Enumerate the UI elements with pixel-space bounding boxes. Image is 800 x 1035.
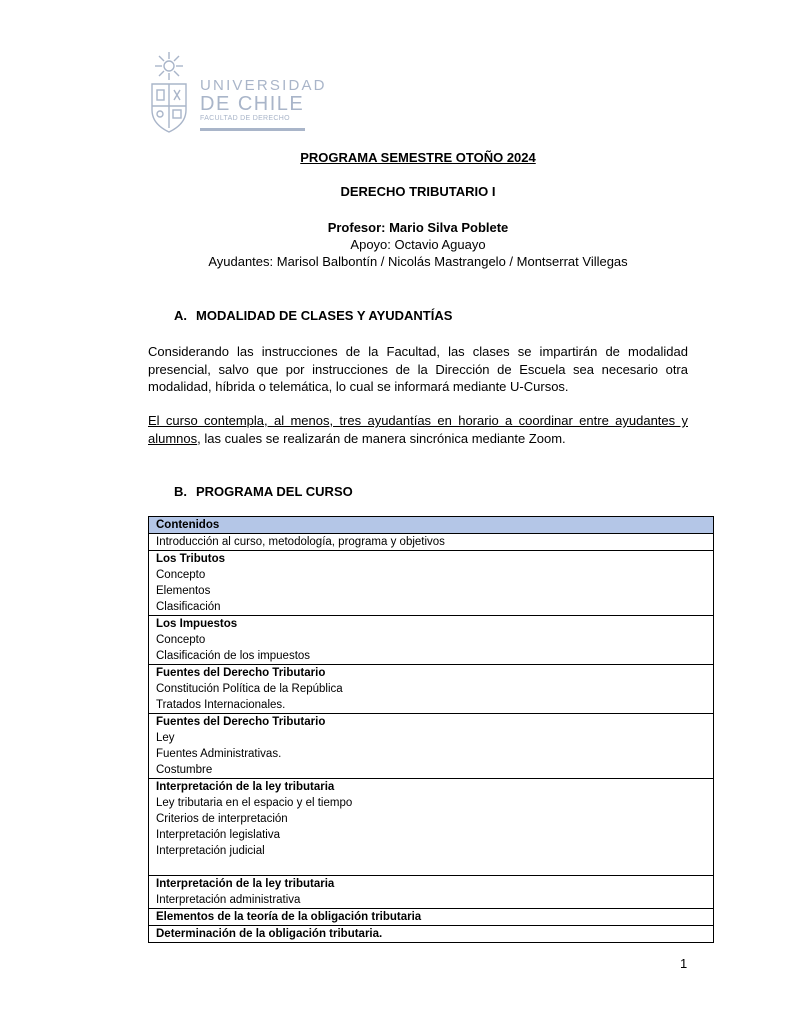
table-row [149, 876, 714, 909]
logo-underline [200, 128, 305, 131]
topic-item: Constitución Política de la República [156, 683, 343, 695]
topic-item: Interpretación administrativa [156, 894, 301, 906]
topic-item: Elementos [156, 585, 211, 597]
topic-title: Los Impuestos [156, 618, 238, 630]
table-row [149, 534, 714, 551]
table-header-row [149, 517, 714, 534]
professor-line: Profesor: Mario Silva Poblete [327, 220, 509, 235]
page-number: 1 [680, 956, 688, 971]
topic-item: Costumbre [156, 764, 213, 776]
assistantships-underlined-text: El curso contempla, al menos, tres ayudantías en horario a coordinar entre ayudantes y alumnos [148, 413, 688, 446]
topic-item: Interpretación judicial [156, 845, 265, 857]
assistantships-paragraph [148, 412, 688, 447]
table-cell [149, 616, 714, 665]
table-cell [149, 551, 714, 616]
table-row [149, 551, 714, 616]
section-a-heading [174, 308, 452, 323]
modality-paragraph: Considerando las instrucciones de la Facultad, las clases se impartirán de modalidad presencial, salvo que por instrucciones de la Dirección de Escuela sea necesario otra modalidad, híbrida o telemática, lo cual se informará mediante U-Cursos. [148, 344, 688, 394]
topic-item: Concepto [156, 634, 206, 646]
support-line: Apoyo: Octavio Aguayo [350, 237, 486, 252]
table-cell [149, 926, 714, 943]
table-row [149, 779, 714, 876]
university-logo [148, 50, 327, 134]
table-cell [149, 714, 714, 779]
assistantships-rest-text: , las cuales se realizarán de manera sincrónica mediante Zoom. [197, 430, 566, 446]
topic-title: Elementos de la teoría de la obligación tributaria [156, 911, 422, 923]
course-name: DERECHO TRIBUTARIO I [340, 184, 496, 199]
topic-title: Interpretación de la ley tributaria [156, 781, 335, 793]
table-header-cell: Contenidos [149, 517, 714, 534]
topic-item: Tratados Internacionales. [156, 699, 286, 711]
course-program-table [148, 516, 714, 943]
logo-line-2: DE CHILE [200, 93, 305, 115]
section-b-letter: B. [174, 484, 187, 499]
document-title: PROGRAMA SEMESTRE OTOÑO 2024 [300, 150, 536, 165]
logo-wordmark [200, 78, 327, 124]
section-b-heading [174, 484, 353, 499]
table-row [149, 665, 714, 714]
assistants-line: Ayudantes: Marisol Balbontín / Nicolás Mastrangelo / Montserrat Villegas [208, 254, 628, 269]
table-cell [149, 779, 714, 876]
topic-title: Los Tributos [156, 553, 225, 565]
table-row [149, 616, 714, 665]
topic-title: Determinación de la obligación tributaria. [156, 928, 383, 940]
section-a-letter: A. [174, 308, 187, 323]
table-cell [149, 876, 714, 909]
topic-item: Clasificación [156, 601, 221, 613]
topic-item: Interpretación legislativa [156, 829, 281, 841]
topic-title: Fuentes del Derecho Tributario [156, 667, 326, 679]
cell-spacer [156, 859, 713, 875]
topic-item: Criterios de interpretación [156, 813, 288, 825]
section-b-title: PROGRAMA DEL CURSO [196, 484, 353, 499]
topic-title: Interpretación de la ley tributaria [156, 878, 335, 890]
topic-item: Ley [156, 732, 175, 744]
table-cell [149, 534, 714, 551]
topic-item: Concepto [156, 569, 206, 581]
section-a-title: MODALIDAD DE CLASES Y AYUDANTÍAS [196, 308, 453, 323]
topic-item: Fuentes Administrativas. [156, 748, 282, 760]
topic-item: Clasificación de los impuestos [156, 650, 311, 662]
topic-item: Introducción al curso, metodología, programa y objetivos [156, 536, 445, 548]
logo-line-1: UNIVERSIDAD [200, 77, 327, 94]
table-row [149, 714, 714, 779]
topic-item: Ley tributaria en el espacio y el tiempo [156, 797, 353, 809]
table-row [149, 926, 714, 943]
table-row [149, 909, 714, 926]
university-crest-icon [148, 50, 190, 134]
topic-title: Fuentes del Derecho Tributario [156, 716, 326, 728]
table-cell [149, 909, 714, 926]
table-cell [149, 665, 714, 714]
logo-line-3: FACULTAD DE DERECHO [200, 115, 290, 122]
